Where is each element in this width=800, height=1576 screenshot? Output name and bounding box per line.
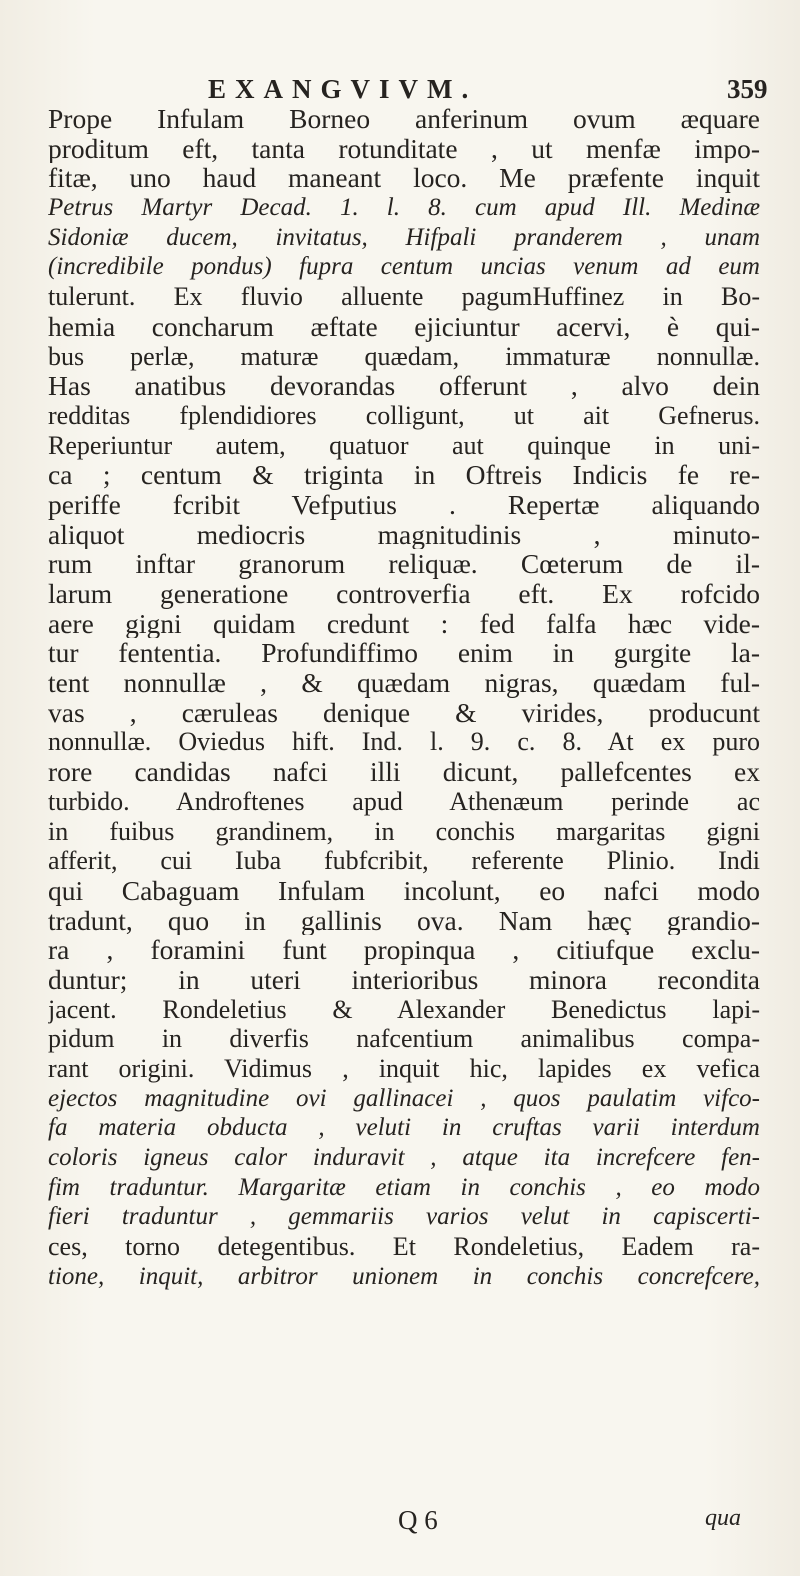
text-line: fa materia obducta , veluti in cruftas varii interdum — [48, 1114, 760, 1142]
text-line: turbido. Androftenes apud Athenæum perinde ac — [48, 786, 760, 816]
text-line: bus perlæ, maturæ quædam, immaturæ nonnullæ. — [48, 341, 760, 371]
text-line: duntur; in uteri interioribus minora recondita — [48, 964, 760, 995]
signature-mark: Q 6 — [398, 1505, 438, 1535]
page-number: 359 — [727, 74, 768, 104]
body-text — [48, 104, 760, 1292]
text-line: ejectos magnitudine ovi gallinacei , quos paulatim vifco- — [48, 1084, 760, 1112]
text-line: proditum eft, tanta rotunditate , ut menfæ impo- — [48, 133, 760, 164]
catchword: qua — [705, 1505, 741, 1531]
text-line: tione, inquit, arbitror unionem in conchis concrefcere, — [48, 1262, 760, 1290]
text-line: tent nonnullæ , & quædam nigras, quædam ful- — [48, 668, 760, 698]
text-line: fitæ, uno haud maneant loco. Me præfente inquit — [48, 163, 760, 194]
text-line: ra , foramini funt propinqua , citiufque exclu- — [48, 935, 760, 965]
text-line: ces, torno detegentibus. Et Rondeletius, Eadem ra- — [48, 1232, 760, 1262]
text-line: hemia concharum æftate ejiciuntur acervi, è qui- — [48, 311, 760, 342]
text-line: jacent. Rondeletius & Alexander Benedictus lapi- — [48, 994, 760, 1024]
text-line: pidum in diverfis nafcentium animalibus compa- — [48, 1024, 760, 1054]
text-line: periffe fcribit Vefputius . Repertæ aliquando — [48, 489, 760, 520]
text-line: ca ; centum & triginta in Oftreis Indicis fe re- — [48, 460, 760, 490]
text-line: fieri traduntur , gemmariis varios velut in capiscerti- — [48, 1203, 760, 1231]
text-line: redditas fplendidiores colligunt, ut ait Gefnerus. — [48, 400, 760, 430]
page-header — [0, 68, 800, 108]
text-line: rant origini. Vidimus , inquit hic, lapides ex vefica — [48, 1054, 760, 1083]
text-line: tradunt, quo in gallinis ova. Nam hæç grandio- — [48, 905, 760, 936]
text-line: tulerunt. Ex fluvio alluente pagumHuffinez in Bo- — [48, 282, 760, 312]
running-head: EXANGVIVM. — [208, 74, 478, 104]
text-line: aere gigni quidam credunt : fed falfa hæc vide- — [48, 608, 760, 639]
text-line: tur fententia. Profundiffimo enim in gurgite la- — [48, 638, 760, 669]
text-line: fim traduntur. Margaritæ etiam in conchis , eo modo — [48, 1173, 760, 1201]
text-line: Prope Infulam Borneo anferinum ovum æquare — [48, 104, 760, 134]
text-line: in fuibus grandinem, in conchis margaritas gigni — [48, 816, 760, 846]
text-line: nonnullæ. Oviedus hift. Ind. l. 9. c. 8. At ex puro — [48, 727, 760, 757]
text-line: coloris igneus calor induravit , atque ita increfcere fen- — [48, 1144, 760, 1172]
text-line: qui Cabaguam Infulam incolunt, eo nafci modo — [48, 875, 760, 906]
text-line: Reperiuntur autem, quatuor aut quinque in uni- — [48, 430, 760, 460]
text-line: larum generatione controverfia eft. Ex rofcido — [48, 579, 760, 609]
text-line: Has anatibus devorandas offerunt , alvo dein — [48, 371, 760, 401]
text-line: vas , cæruleas denique & virides, producunt — [48, 697, 760, 728]
text-line: rum inftar granorum reliquæ. Cœterum de il- — [48, 549, 760, 579]
text-line: Petrus Martyr Decad. 1. l. 8. cum apud Ill. Medinæ — [48, 194, 760, 222]
page-footer — [0, 1505, 800, 1541]
text-line: (incredibile pondus) fupra centum uncias venum ad eum — [48, 253, 760, 281]
text-line: Sidoniæ ducem, invitatus, Hifpali pranderem , unam — [48, 223, 760, 251]
text-line: rore candidas nafci illi dicunt, pallefcentes ex — [48, 757, 760, 787]
text-line: aliquot mediocris magnitudinis , minuto- — [48, 519, 760, 550]
text-line: afferit, cui Iuba fubfcribit, referente Plinio. Indi — [48, 846, 760, 876]
